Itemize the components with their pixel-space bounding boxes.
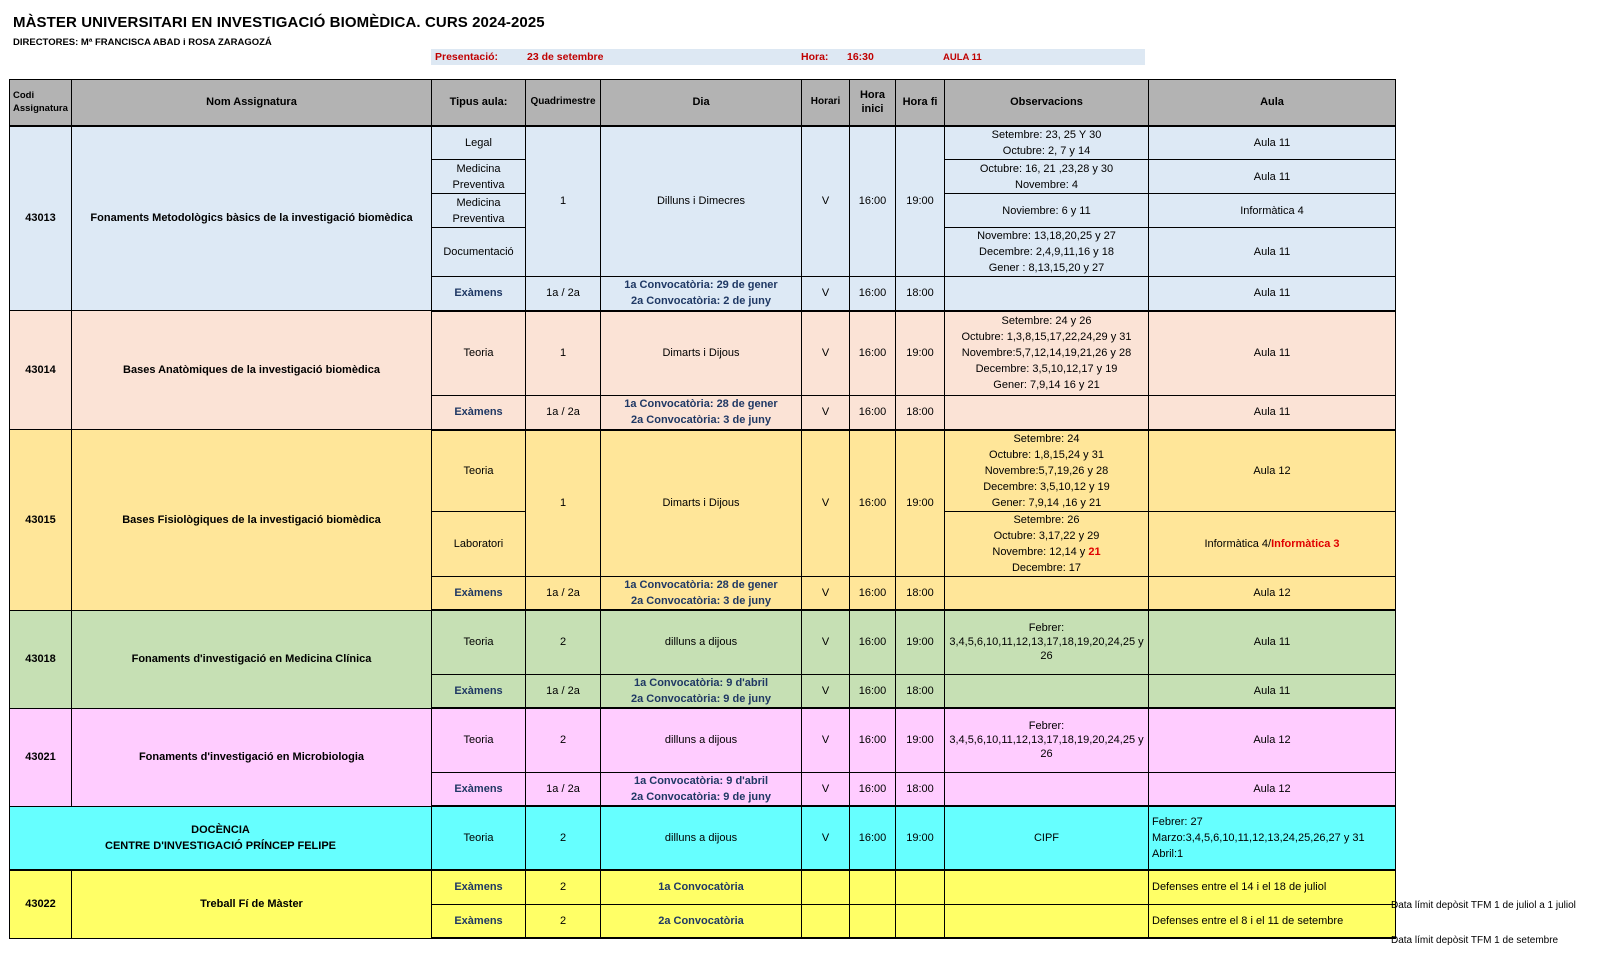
observacions: Setembre: 24 Octubre: 1,8,15,24 y 31 Novembre:5,7,19,26 y 28 Decembre: 3,5,10,12 y 19 Gener: 7,9,14 ,16 y 21: [945, 430, 1149, 512]
tipus-aula: Teoria: [432, 806, 526, 870]
aula: Febrer: 27 Marzo:3,4,5,6,10,11,12,13,24,25,26,27 y 31 Abril:1: [1149, 806, 1396, 870]
horari: V: [802, 396, 850, 430]
tipus-aula: Teoria: [432, 708, 526, 772]
col-hora-fi: Hora fi: [896, 80, 945, 126]
horari: V: [802, 126, 850, 277]
dia: Dilluns i Dimecres: [601, 126, 802, 277]
aula-text: Informàtica 4/: [1204, 537, 1272, 550]
quadrimestre: 1: [526, 126, 601, 277]
hora-inici: 16:00: [850, 772, 896, 806]
tipus-aula: Teoria: [432, 430, 526, 512]
horari: V: [802, 311, 850, 396]
tipus-aula: Exàmens: [432, 576, 526, 610]
hora-fi: 18:00: [896, 277, 945, 311]
table-row: [10, 870, 1396, 904]
col-dia: Dia: [601, 80, 802, 126]
subject-name: Treball Fí de Màster: [72, 870, 432, 938]
observacions: [945, 576, 1149, 610]
dia: Dimarts i Dijous: [601, 430, 802, 577]
col-quadrimestre: Quadrimestre: [526, 80, 601, 126]
dia: dilluns a dijous: [601, 610, 802, 674]
hora-inici: 16:00: [850, 806, 896, 870]
dia: Dimarts i Dijous: [601, 311, 802, 396]
horari: V: [802, 430, 850, 577]
quadrimestre: 2: [526, 610, 601, 674]
observacions: Novembre: 13,18,20,25 y 27 Decembre: 2,4,9,11,16 y 18 Gener : 8,13,15,20 y 27: [945, 228, 1149, 277]
tipus-aula: Exàmens: [432, 870, 526, 904]
hora-fi: 19:00: [896, 806, 945, 870]
hora-fi: 19:00: [896, 311, 945, 396]
subject-code: 43021: [10, 708, 72, 806]
observacions: [945, 674, 1149, 708]
observacions: [945, 904, 1149, 938]
hora-inici: 16:00: [850, 126, 896, 277]
obs-line: Setembre: 26: [1013, 513, 1080, 526]
table-row: [10, 126, 1396, 160]
aula: Aula 11: [1149, 311, 1396, 396]
subject-code: 43022: [10, 870, 72, 938]
quadrimestre: 1a / 2a: [526, 772, 601, 806]
tipus-aula: Exàmens: [432, 904, 526, 938]
quadrimestre: 2: [526, 904, 601, 938]
presentation-hour-label: Hora:: [801, 51, 829, 63]
dia: 1a Convocatòria: 9 d'abril 2a Convocatòria: 9 de juny: [601, 674, 802, 708]
tipus-aula: Teoria: [432, 311, 526, 396]
tipus-aula: Legal: [432, 126, 526, 160]
hora-fi: 18:00: [896, 674, 945, 708]
table-row: [10, 430, 1396, 512]
dia: 1a Convocatòria: [601, 870, 802, 904]
quadrimestre: 1a / 2a: [526, 277, 601, 311]
aula: Aula 12: [1149, 430, 1396, 512]
tipus-aula: Teoria: [432, 610, 526, 674]
observacions: Febrer: 3,4,5,6,10,11,12,13,17,18,19,20,24,25 y 26: [945, 610, 1149, 674]
aula: Aula 11: [1149, 160, 1396, 194]
directors-line: DIRECTORES: Mª FRANCISCA ABAD i ROSA ZARAGOZÁ: [13, 37, 272, 48]
hora-inici: 16:00: [850, 311, 896, 396]
aula: Informàtica 4: [1149, 194, 1396, 228]
obs-line: Octubre: 3,17,22 y 29: [993, 529, 1100, 542]
quadrimestre: 2: [526, 708, 601, 772]
presentation-room: AULA 11: [943, 52, 982, 63]
hora-fi: [896, 870, 945, 904]
presentation-hour: 16:30: [847, 51, 874, 63]
hora-inici: 16:00: [850, 674, 896, 708]
subject-name: Bases Fisiològiques de la investigació biomèdica: [72, 430, 432, 611]
col-tipus: Tipus aula:: [432, 80, 526, 126]
quadrimestre: 1a / 2a: [526, 674, 601, 708]
hora-fi: 19:00: [896, 708, 945, 772]
aula: Aula 11: [1149, 228, 1396, 277]
subject-code: 43018: [10, 610, 72, 708]
aula: Aula 11: [1149, 396, 1396, 430]
dia: dilluns a dijous: [601, 806, 802, 870]
hora-inici: 16:00: [850, 396, 896, 430]
col-codi: Codi Assignatura: [10, 80, 72, 126]
observacions: [945, 396, 1149, 430]
aula: Aula 12: [1149, 708, 1396, 772]
tipus-aula: Medicina Preventiva: [432, 160, 526, 194]
horari: [802, 870, 850, 904]
tipus-aula: Exàmens: [432, 277, 526, 311]
aula: Aula 11: [1149, 674, 1396, 708]
observacions: Noviembre: 6 y 11: [945, 194, 1149, 228]
header-row: [10, 80, 1396, 126]
presentation-date: 23 de setembre: [527, 51, 604, 63]
col-horari: Horari: [802, 80, 850, 126]
horari: [802, 904, 850, 938]
dia: 1a Convocatòria: 28 de gener 2a Convocatòria: 3 de juny: [601, 576, 802, 610]
table-row: [10, 806, 1396, 870]
hora-fi: 19:00: [896, 430, 945, 577]
dia: 1a Convocatòria: 9 d'abril 2a Convocatòria: 9 de juny: [601, 772, 802, 806]
aula: Aula 12: [1149, 576, 1396, 610]
hora-fi: [896, 904, 945, 938]
observacions: Setembre: 23, 25 Y 30 Octubre: 2, 7 y 14: [945, 126, 1149, 160]
subject-code: 43013: [10, 126, 72, 311]
quadrimestre: 2: [526, 870, 601, 904]
aula: Defenses entre el 14 i el 18 de juliol: [1149, 870, 1396, 904]
observacions: CIPF: [945, 806, 1149, 870]
hora-fi: 18:00: [896, 772, 945, 806]
tipus-aula: Exàmens: [432, 772, 526, 806]
horari: V: [802, 674, 850, 708]
schedule-table: [9, 79, 1396, 939]
observacions: Setembre: 24 y 26 Octubre: 1,3,8,15,17,22,24,29 y 31 Novembre:5,7,12,14,19,21,26 y 28 Decembre: 3,5,10,12,17 y 19 Gener: 7,9,14 16 y 21: [945, 311, 1149, 396]
presentation-bar: [431, 49, 1145, 65]
obs-line: Decembre: 17: [1011, 561, 1082, 574]
subject-code: 43015: [10, 430, 72, 611]
obs-line: [947, 544, 1146, 560]
hora-inici: 16:00: [850, 576, 896, 610]
hora-fi: 18:00: [896, 396, 945, 430]
subject-name: Fonaments Metodològics bàsics de la investigació biomèdica: [72, 126, 432, 311]
tfm-deadline-note: Data límit depòsit TFM 1 de juliol a 1 juliol: [1391, 900, 1576, 911]
aula: Aula 11: [1149, 610, 1396, 674]
tipus-aula: Documentació: [432, 228, 526, 277]
horari: V: [802, 576, 850, 610]
hora-inici: [850, 870, 896, 904]
hora-inici: [850, 904, 896, 938]
obs-highlight: 21: [1088, 545, 1101, 558]
hora-fi: 18:00: [896, 576, 945, 610]
page-title: MÀSTER UNIVERSITARI EN INVESTIGACIÓ BIOMÈDICA. CURS 2024-2025: [13, 14, 545, 31]
tipus-aula: Laboratori: [432, 511, 526, 576]
subject-name: Fonaments d'investigació en Microbiologia: [72, 708, 432, 806]
table-row: [10, 708, 1396, 772]
subject-name: Bases Anatòmiques de la investigació biomèdica: [72, 311, 432, 430]
observacions: [945, 511, 1149, 576]
table-row: [10, 610, 1396, 674]
dia: 1a Convocatòria: 28 de gener 2a Convocatòria: 3 de juny: [601, 396, 802, 430]
hora-inici: 16:00: [850, 430, 896, 577]
tipus-aula: Exàmens: [432, 396, 526, 430]
dia: dilluns a dijous: [601, 708, 802, 772]
hora-inici: 16:00: [850, 708, 896, 772]
aula: Aula 12: [1149, 772, 1396, 806]
dia: 2a Convocatòria: [601, 904, 802, 938]
quadrimestre: 1: [526, 430, 601, 577]
quadrimestre: 1a / 2a: [526, 576, 601, 610]
col-observacions: Observacions: [945, 80, 1149, 126]
presentation-label: Presentació:: [435, 51, 499, 63]
quadrimestre: 1a / 2a: [526, 396, 601, 430]
horari: V: [802, 610, 850, 674]
horari: V: [802, 708, 850, 772]
hora-fi: 19:00: [896, 126, 945, 277]
dia: 1a Convocatòria: 29 de gener 2a Convocatòria: 2 de juny: [601, 277, 802, 311]
col-aula: Aula: [1149, 80, 1396, 126]
col-hora-inici: Hora inici: [850, 80, 896, 126]
aula: Aula 11: [1149, 277, 1396, 311]
col-nom: Nom Assignatura: [72, 80, 432, 126]
aula: [1149, 511, 1396, 576]
observacions: [945, 772, 1149, 806]
subject-code: 43014: [10, 311, 72, 430]
tipus-aula: Exàmens: [432, 674, 526, 708]
observacions: Octubre: 16, 21 ,23,28 y 30 Novembre: 4: [945, 160, 1149, 194]
quadrimestre: 1: [526, 311, 601, 396]
hora-inici: 16:00: [850, 610, 896, 674]
aula: Aula 11: [1149, 126, 1396, 160]
subject-name: Fonaments d'investigació en Medicina Clínica: [72, 610, 432, 708]
obs-text: Novembre: 12,14 y: [992, 545, 1089, 558]
hora-inici: 16:00: [850, 277, 896, 311]
observacions: Febrer: 3,4,5,6,10,11,12,13,17,18,19,20,24,25 y 26: [945, 708, 1149, 772]
subject-name: DOCÈNCIA CENTRE D'INVESTIGACIÓ PRÍNCEP FELIPE: [10, 806, 432, 870]
observacions: [945, 870, 1149, 904]
aula: Defenses entre el 8 i el 11 de setembre: [1149, 904, 1396, 938]
horari: V: [802, 772, 850, 806]
hora-fi: 19:00: [896, 610, 945, 674]
quadrimestre: 2: [526, 806, 601, 870]
table-row: [10, 311, 1396, 396]
horari: V: [802, 806, 850, 870]
horari: V: [802, 277, 850, 311]
tfm-deadline-note: Data límit depòsit TFM 1 de setembre: [1391, 935, 1559, 946]
aula-highlight: Informàtica 3: [1271, 537, 1340, 550]
observacions: [945, 277, 1149, 311]
tipus-aula: Medicina Preventiva: [432, 194, 526, 228]
